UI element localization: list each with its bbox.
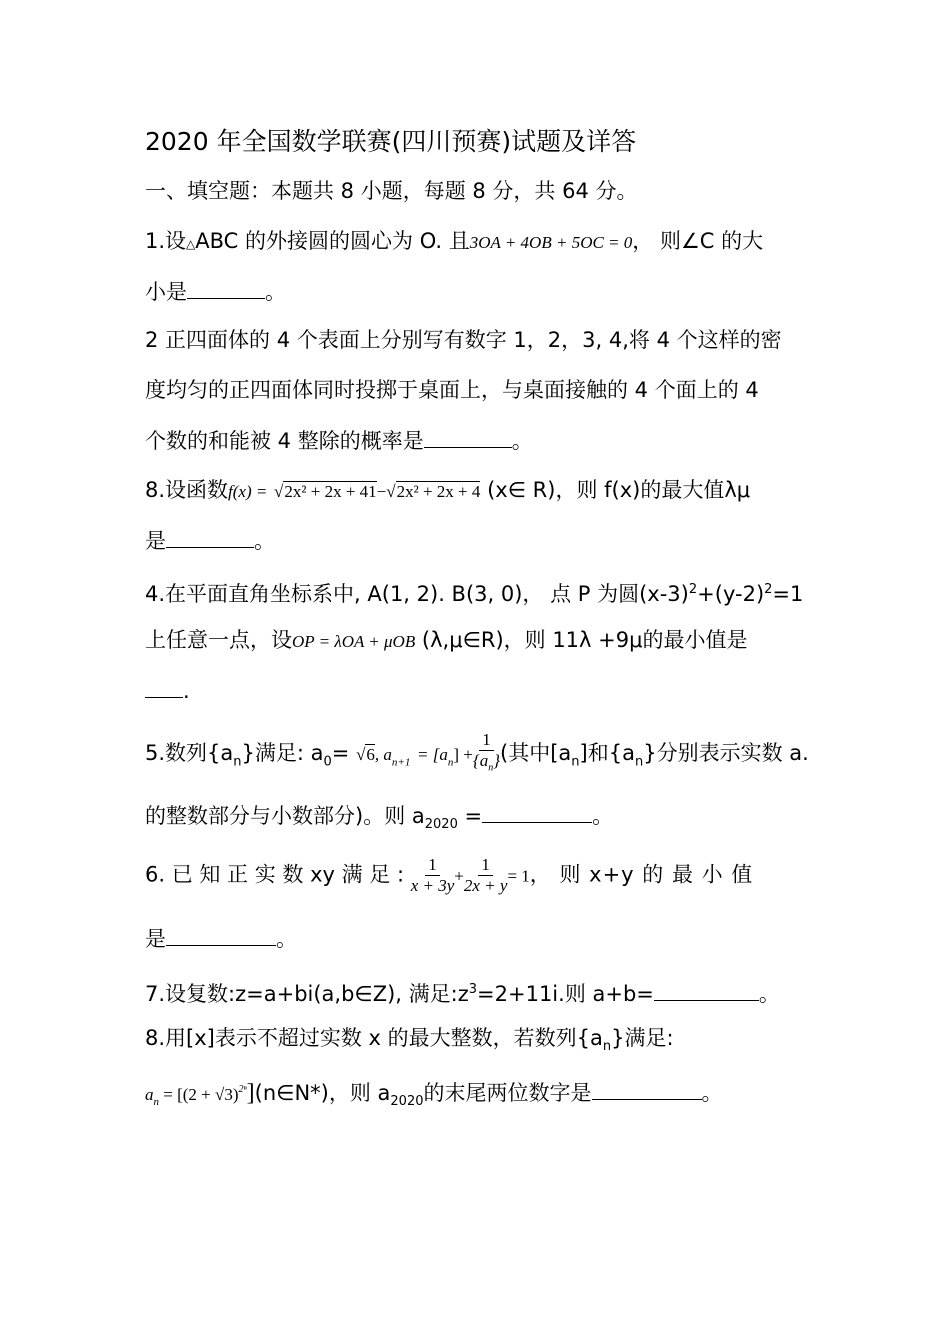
text: 个数的和能被 4 整除的概率是 bbox=[145, 429, 424, 453]
math: a bbox=[145, 1085, 154, 1104]
math: − bbox=[376, 482, 387, 501]
answer-blank bbox=[654, 978, 759, 1001]
denominator: x + 3y bbox=[410, 876, 455, 895]
denominator: {a bbox=[472, 751, 489, 770]
sub: n bbox=[488, 762, 494, 774]
text: 。 bbox=[758, 982, 780, 1006]
sub: 2020 bbox=[390, 1094, 424, 1110]
answer-blank bbox=[592, 1077, 702, 1100]
fraction bbox=[464, 855, 508, 896]
radicand: 2x² + 2x + 4 bbox=[396, 482, 481, 501]
math: ] bbox=[246, 1080, 255, 1106]
section-heading: 一、填空题：本题共 8 小题，每题 8 分，共 64 分。 bbox=[145, 179, 638, 203]
q1-line2 bbox=[145, 276, 286, 307]
math: f(x) = bbox=[228, 482, 268, 501]
answer-blank bbox=[145, 675, 183, 698]
math: , a bbox=[374, 745, 392, 765]
text: 的末尾两位数字是 bbox=[423, 1081, 592, 1105]
text: = bbox=[457, 804, 483, 828]
text: 6. 已 知 正 实 数 xy 满 足 : bbox=[145, 862, 405, 887]
text: 小是 bbox=[145, 280, 187, 304]
q3-line2 bbox=[145, 525, 275, 556]
sub: n bbox=[153, 1096, 159, 1109]
text: }满足: bbox=[611, 1026, 674, 1050]
text: ， 则∠C 的大 bbox=[632, 229, 764, 253]
text: ， 则 x+y 的 最 小 值 bbox=[529, 862, 754, 887]
text: =2+11i.则 a+b= bbox=[477, 982, 654, 1006]
q4-line1 bbox=[145, 575, 803, 609]
answer-blank bbox=[482, 800, 592, 823]
numerator: 1 bbox=[425, 855, 440, 876]
text: = bbox=[331, 741, 350, 766]
text: 。 bbox=[701, 1081, 723, 1105]
text: 。 bbox=[592, 804, 614, 828]
sup: 2 bbox=[764, 582, 773, 597]
text: 4.在平面直角坐标系中, A(1, 2). B(3, 0)， 点 P 为圆(x-3) bbox=[145, 582, 689, 606]
sub: n bbox=[602, 1039, 612, 1055]
answer-blank bbox=[187, 276, 265, 299]
text: 5.数列{a bbox=[145, 741, 234, 766]
text: 。 bbox=[265, 280, 286, 304]
text: . bbox=[183, 679, 190, 703]
sup: 2ⁿ bbox=[238, 1084, 247, 1095]
text: ]和{a bbox=[579, 741, 635, 766]
q5-line2 bbox=[145, 800, 613, 840]
fraction bbox=[411, 855, 455, 896]
text: (x∈ R)，则 f(x)的最大值λμ bbox=[487, 478, 751, 502]
sub: n+1 bbox=[391, 756, 411, 769]
denominator: 2x + y bbox=[463, 876, 508, 895]
text: 7.设复数:z=a+bi(a,b∈Z), 满足:z bbox=[145, 982, 469, 1006]
q4-line3 bbox=[145, 675, 190, 706]
numerator: 1 bbox=[479, 730, 494, 751]
numerator: 1 bbox=[478, 855, 493, 876]
radicand: 6 bbox=[366, 745, 375, 765]
answer-blank bbox=[424, 425, 512, 448]
sub: n bbox=[571, 754, 580, 770]
q2-line3 bbox=[145, 425, 533, 456]
text: 的整数部分与小数部分)。则 a bbox=[145, 804, 425, 828]
text: (λ,μ∈R)，则 11λ +9μ的最小值是 bbox=[421, 628, 748, 652]
sub: n bbox=[233, 754, 242, 770]
text: ABC 的外接圆的圆心为 O. 且 bbox=[195, 229, 470, 253]
q6-line2 bbox=[145, 923, 297, 954]
text: }满足: a bbox=[241, 741, 324, 766]
text: +(y-2) bbox=[697, 582, 765, 606]
answer-blank bbox=[166, 923, 276, 946]
math: + bbox=[454, 866, 464, 886]
text: }分别表示实数 a. bbox=[643, 741, 809, 766]
text: 8.设函数 bbox=[145, 478, 229, 502]
q3-line1: 8.设函数f(x) = √2x² + 2x + 41−√2x² + 2x + 4 (x∈ R)，则 f(x)的最大值λμ bbox=[145, 478, 751, 502]
sub: 2020 bbox=[424, 817, 458, 833]
sup: 2 bbox=[688, 582, 698, 597]
answer-blank bbox=[166, 525, 254, 548]
vector-equation: 3OA + 4OB + 5OC = 0 bbox=[469, 233, 633, 252]
text: 。 bbox=[254, 529, 275, 553]
text: =1 bbox=[772, 582, 804, 606]
sub: 0 bbox=[323, 754, 332, 770]
sub: n bbox=[447, 756, 454, 769]
text: 。 bbox=[276, 927, 297, 951]
doc-title: 2020 年全国数学联赛(四川预赛)试题及详答 bbox=[145, 127, 637, 156]
q8-line2 bbox=[145, 1075, 723, 1117]
q1-line1 bbox=[145, 226, 763, 259]
text: 是 bbox=[145, 529, 166, 553]
fraction bbox=[473, 730, 500, 778]
q6-line1 bbox=[145, 855, 753, 896]
radicand: 2x² + 2x + 41 bbox=[284, 482, 377, 501]
sup: 3 bbox=[468, 982, 478, 997]
q5-line1: 5.数列$\{a_n\}$满足: $a_0= √6$, $a_{n+1} = [a_n]$ + $\frac{1}{\{a_n\}}$ (其中$[a_n]$和$\{a_n\}$分别表示实数 a. bbox=[145, 730, 809, 778]
triangle-symbol: △ bbox=[186, 237, 196, 251]
math: ] + bbox=[453, 745, 473, 765]
q7-line1 bbox=[145, 975, 780, 1009]
text: 是 bbox=[145, 927, 166, 951]
vector-equation: OP = λOA + μOB bbox=[292, 632, 416, 651]
q8-line1 bbox=[145, 1023, 674, 1062]
math: = 1 bbox=[507, 866, 530, 886]
text: (n∈N*)，则 a bbox=[254, 1081, 391, 1105]
text: (其中[a bbox=[500, 741, 572, 766]
text: 8.用[x]表示不超过实数 x 的最大整数，若数列{a bbox=[145, 1026, 603, 1050]
q2-line1: 2 正四面体的 4 个表面上分别写有数字 1，2，3, 4,将 4 个这样的密 bbox=[145, 328, 782, 352]
sub: n bbox=[634, 754, 644, 770]
text: 1.设 bbox=[145, 229, 187, 253]
q4-line2 bbox=[145, 625, 747, 657]
text: 。 bbox=[511, 429, 533, 453]
q2-line2: 度均匀的正四面体同时投掷于桌面上，与桌面接触的 4 个面上的 4 bbox=[145, 378, 759, 402]
text: 上任意一点，设 bbox=[145, 628, 292, 652]
denominator: } bbox=[493, 751, 501, 770]
math: = [a bbox=[417, 745, 448, 765]
math: = [(2 + √3) bbox=[159, 1085, 239, 1104]
